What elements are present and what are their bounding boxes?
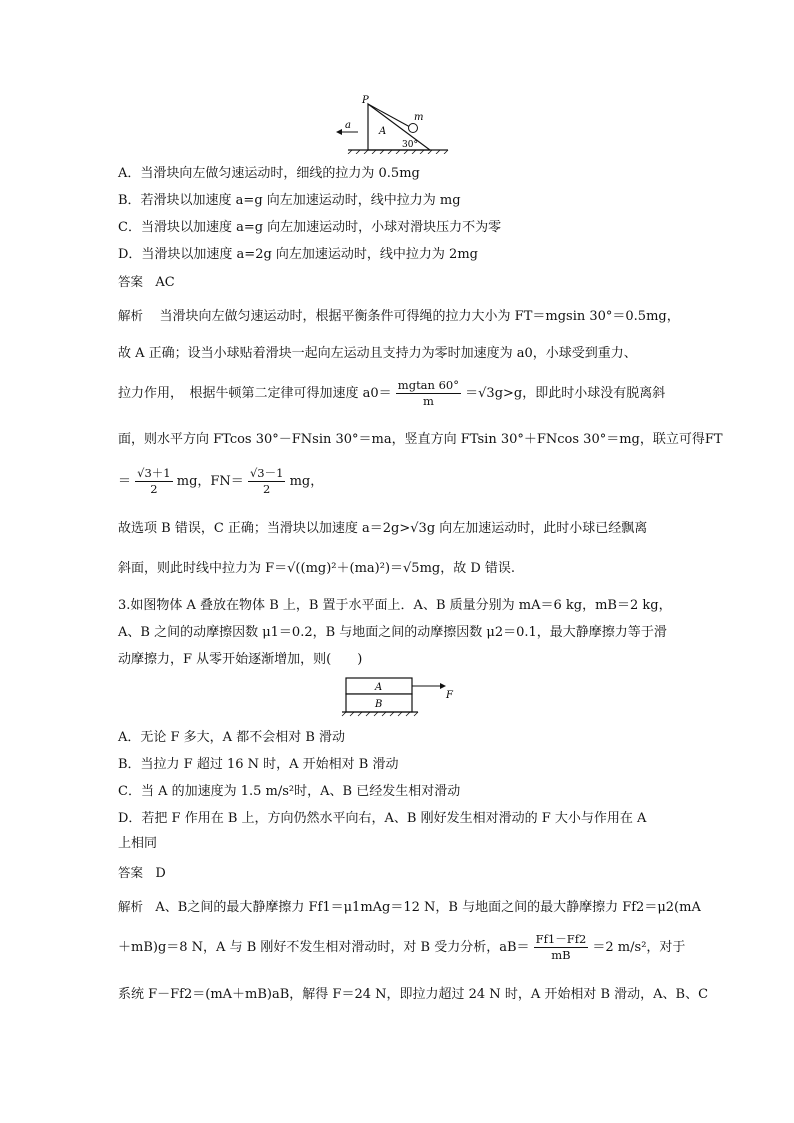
analysis-label: 解析 bbox=[118, 899, 144, 914]
fraction-denominator: m bbox=[422, 394, 434, 408]
q3-analysis-line-2 bbox=[118, 932, 686, 966]
q2-analysis-line-7: 斜面，则此时线中拉力为 F＝√((mg)²＋(ma)²)＝√5mg，故 D 错误. bbox=[118, 561, 516, 576]
fraction-numerator: mgtan 60° bbox=[397, 378, 459, 392]
eq-text: 拉力作用， 根据牛顿第二定律可得加速度 a0＝ bbox=[118, 386, 392, 401]
label-A-block: A bbox=[375, 682, 383, 693]
fraction bbox=[534, 932, 589, 963]
fraction bbox=[396, 378, 461, 409]
analysis-text: 当滑块向左做匀速运动时，根据平衡条件可得绳的拉力大小为 FT＝mgsin 30°＝0.5mg， bbox=[159, 309, 680, 324]
q3-option-d-cont: 上相同 bbox=[118, 836, 158, 851]
label-A: A bbox=[379, 126, 387, 137]
q3-option-a: A．无论 F 多大，A 都不会相对 B 滑动 bbox=[118, 730, 346, 745]
fraction bbox=[135, 466, 172, 497]
q2-option-a: A．当滑块向左做匀速运动时，细线的拉力为 0.5mg bbox=[118, 166, 420, 181]
answer-label: 答案 bbox=[118, 865, 144, 880]
q2-answer bbox=[118, 273, 678, 292]
label-B-block: B bbox=[375, 699, 383, 710]
eq-text: mg，FN＝ bbox=[176, 474, 244, 489]
eq-text: ＋mB)g＝8 N，A 与 B 刚好不发生相对滑动时，对 B 受力分析，aB＝ bbox=[118, 940, 530, 955]
q2-analysis-line-5 bbox=[118, 466, 678, 500]
fraction-numerator: √3－1 bbox=[249, 466, 284, 480]
q3-option-d: D．若把 F 作用在 B 上，方向仍然水平向右，A、B 刚好发生相对滑动的 F 大小与作用在 A bbox=[118, 811, 647, 826]
q2-analysis-line-2: 故 A 正确；设当小球贴着滑块一起向左运动且支持力为零时加速度为 a0，小球受到重力、 bbox=[118, 346, 637, 361]
q2-option-c: C．当滑块以加速度 a=g 向左加速运动时，小球对滑块压力不为零 bbox=[118, 220, 502, 235]
fraction-numerator: √3＋1 bbox=[137, 466, 171, 480]
q2-analysis-line-6: 故选项 B 错误，C 正确；当滑块以加速度 a＝2g>√3g 向左加速运动时，此时小球已经飘离 bbox=[118, 521, 648, 536]
q3-answer bbox=[118, 864, 678, 883]
fraction bbox=[248, 466, 285, 497]
q2-analysis-line-4: 面，则水平方向 FTcos 30°－FNsin 30°＝ma，竖直方向 FTsin 30°＋FNcos 30°＝mg，联立可得FT bbox=[118, 432, 723, 447]
q3-analysis-line-1 bbox=[118, 898, 701, 917]
fraction-numerator: Ff1－Ff2 bbox=[535, 932, 587, 946]
fraction-denominator: mB bbox=[551, 948, 571, 962]
label-m: m bbox=[414, 112, 424, 123]
q3-analysis-line-3: 系统 F－Ff2＝(mA＋mB)aB，解得 F＝24 N，即拉力超过 24 N 时，A 开始相对 B 滑动，A、B、C bbox=[118, 987, 709, 1002]
q3-stem-line-3: 动摩擦力，F 从零开始逐渐增加，则( ) bbox=[118, 652, 363, 667]
q2-analysis-line-3 bbox=[118, 378, 678, 412]
q3-option-c: C．当 A 的加速度为 1.5 m/s²时，A、B 已经发生相对滑动 bbox=[118, 784, 461, 799]
eq-text: ＝√3g>g，即此时小球没有脱离斜 bbox=[465, 386, 666, 401]
fraction-denominator: 2 bbox=[150, 482, 158, 496]
q3-stem-line-2: A、B 之间的动摩擦因数 μ1＝0.2，B 与地面之间的动摩擦因数 μ2＝0.1，最大静摩擦力等于滑 bbox=[118, 625, 667, 640]
label-P: P bbox=[362, 95, 369, 106]
eq-text: ＝2 m/s²，对于 bbox=[592, 940, 686, 955]
incline-figure bbox=[330, 92, 460, 154]
label-angle: 30° bbox=[402, 140, 418, 150]
q2-analysis-line-1 bbox=[118, 307, 678, 326]
label-a: a bbox=[345, 120, 351, 131]
analysis-text: A、B之间的最大静摩擦力 Ff1＝μ1mAg＝12 N，B 与地面之间的最大静摩擦力 Ff2＝μ2(mA bbox=[155, 900, 701, 915]
stacked-blocks-figure bbox=[338, 674, 468, 722]
ball bbox=[409, 124, 418, 133]
fraction-denominator: 2 bbox=[263, 482, 271, 496]
analysis-label: 解析 bbox=[118, 308, 144, 323]
eq-text: mg， bbox=[289, 474, 324, 489]
answer-value: AC bbox=[155, 275, 175, 290]
eq-text: ＝ bbox=[118, 474, 132, 489]
q3-stem-line-1: 3.如图物体 A 叠放在物体 B 上，B 置于水平面上．A、B 质量分别为 mA＝6 kg，mB＝2 kg， bbox=[118, 598, 672, 613]
q2-option-d: D．当滑块以加速度 a=2g 向左加速运动时，线中拉力为 2mg bbox=[118, 247, 478, 262]
answer-value: D bbox=[155, 866, 166, 881]
q2-option-b: B．若滑块以加速度 a=g 向左加速运动时，线中拉力为 mg bbox=[118, 193, 461, 208]
answer-label: 答案 bbox=[118, 274, 144, 289]
q3-option-b: B．当拉力 F 超过 16 N 时，A 开始相对 B 滑动 bbox=[118, 757, 399, 772]
label-F: F bbox=[446, 690, 453, 701]
